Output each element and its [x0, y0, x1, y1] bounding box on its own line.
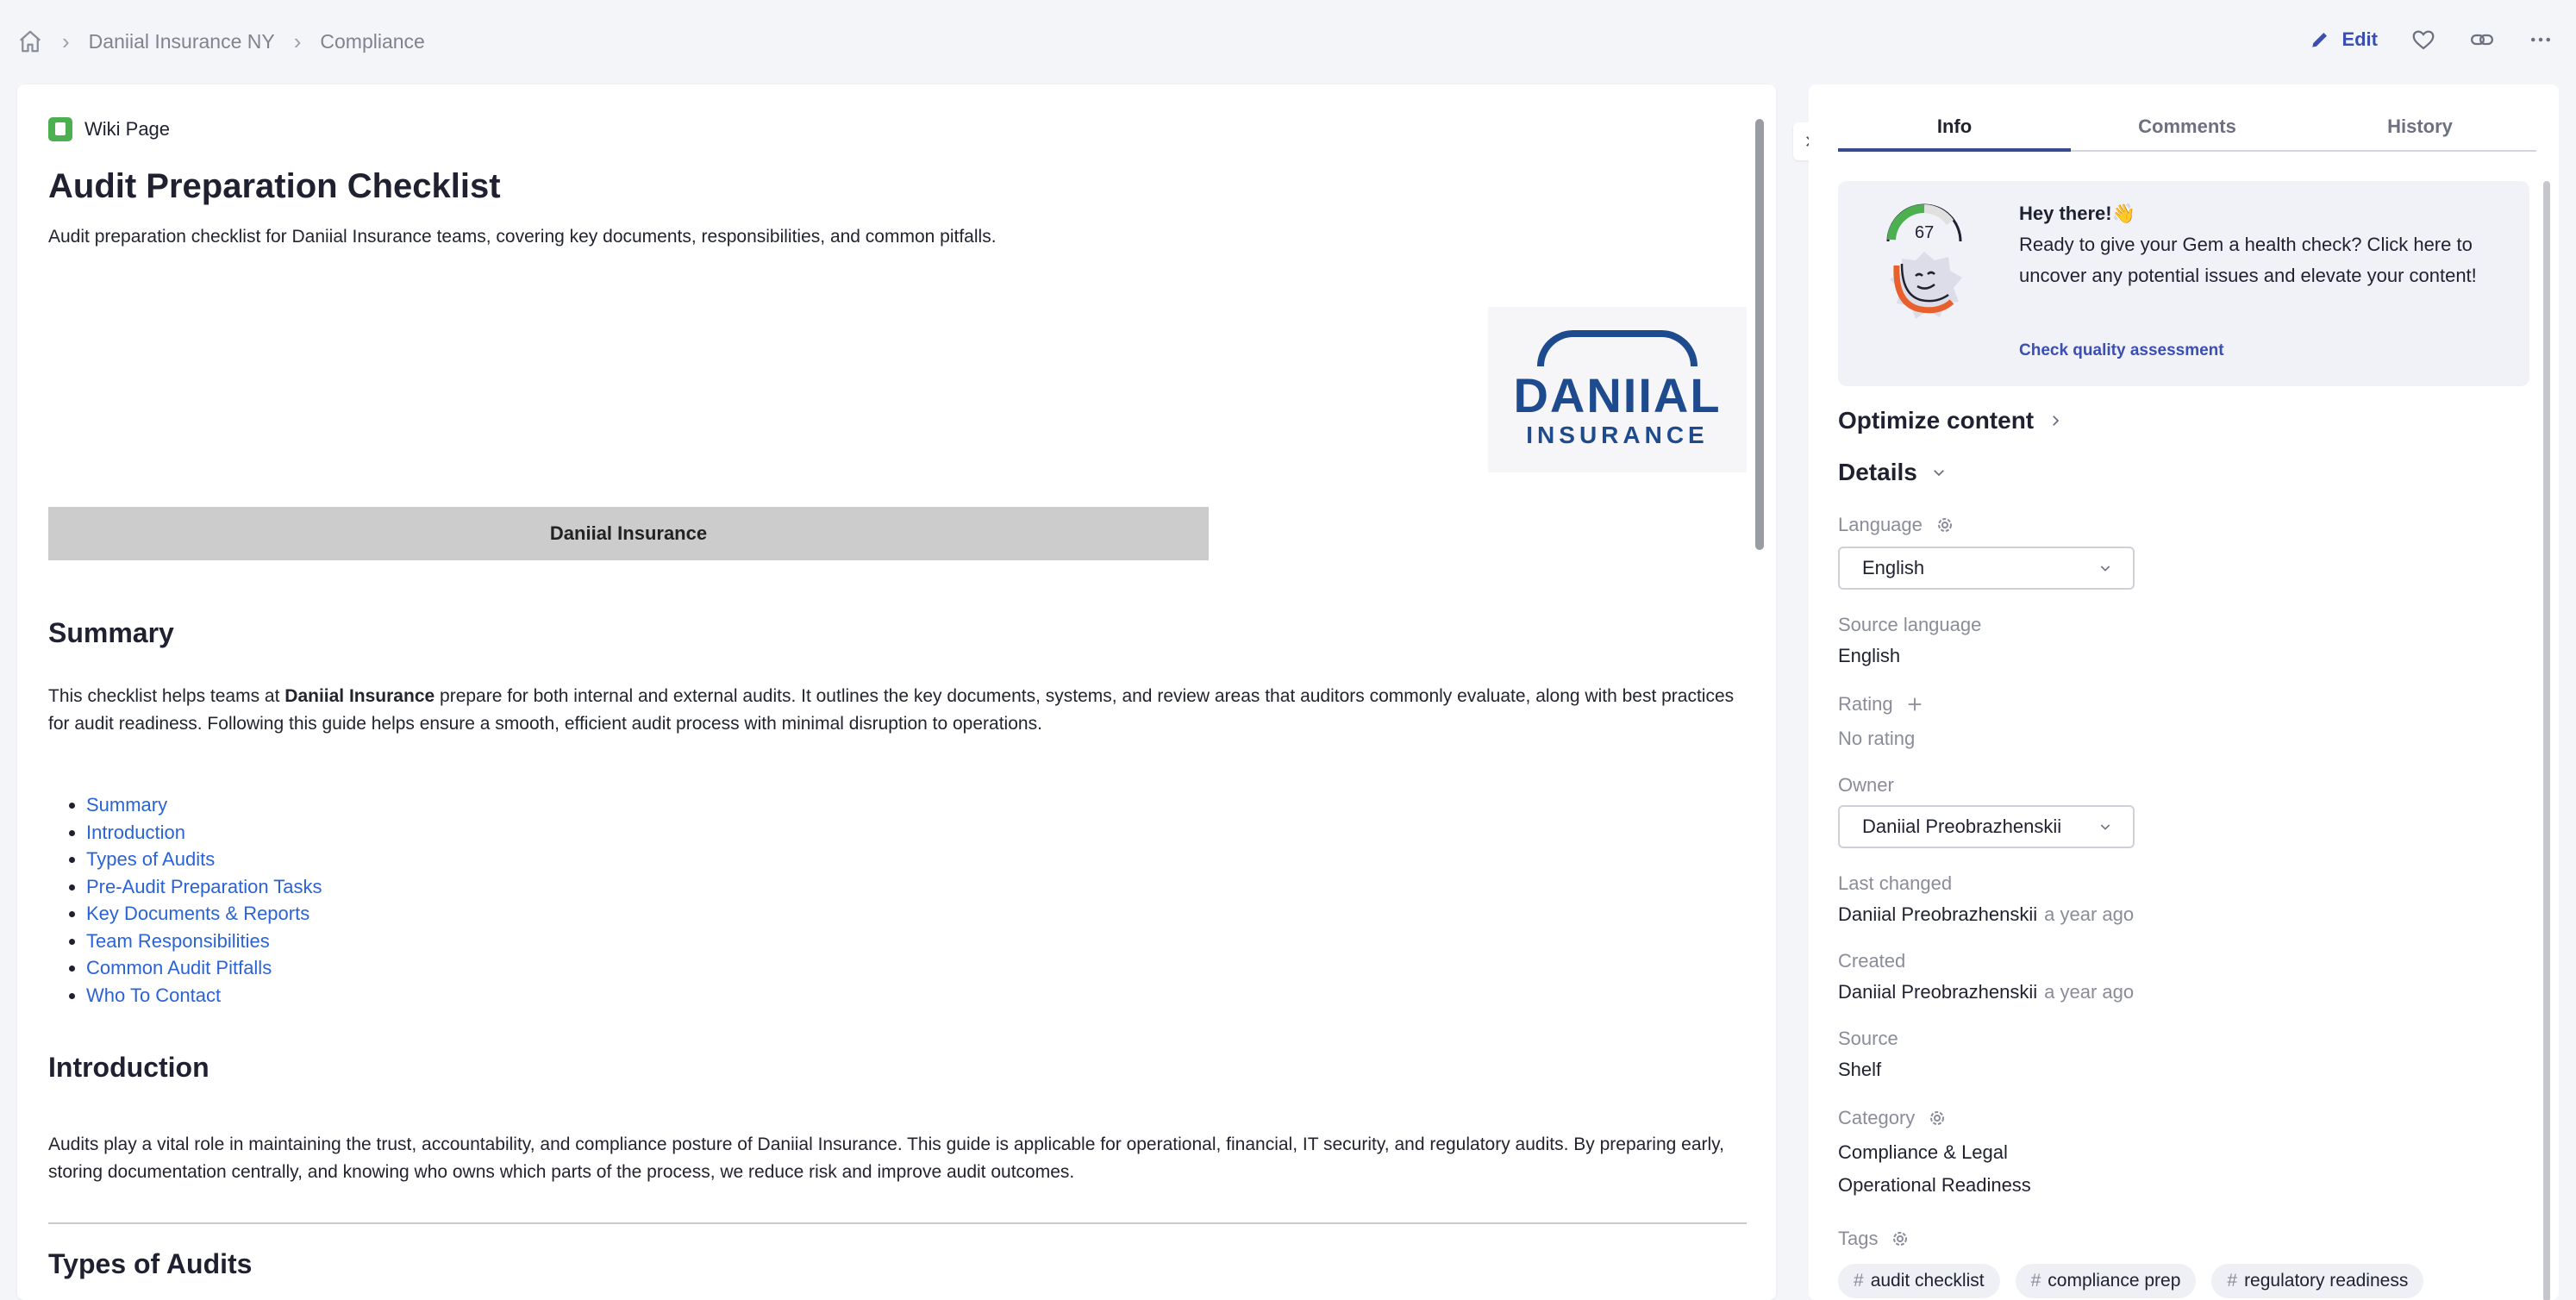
check-quality-link[interactable]: Check quality assessment — [2019, 341, 2224, 359]
page-description: Audit preparation checklist for Daniial Insurance teams, covering key documents, responsibilities, and common pitfalls. — [48, 227, 997, 247]
top-bar — [0, 0, 2576, 81]
tags-label-row — [1838, 1228, 1910, 1250]
side-panel-scrollbar[interactable] — [2543, 181, 2550, 1300]
hash-icon: # — [1854, 1271, 1864, 1291]
optimize-content-label: Optimize content — [1838, 407, 2035, 434]
gem-health-illustration — [1873, 200, 1976, 347]
toc-link-types-of-audits[interactable]: Types of Audits — [86, 848, 216, 870]
wiki-type-label — [48, 117, 1764, 141]
last-changed-time: a year ago — [2044, 903, 2135, 925]
owner-select-value: Daniial Preobrazhenskii — [1862, 816, 2062, 837]
toc-item — [86, 954, 322, 982]
gear-icon[interactable] — [1927, 1108, 1948, 1128]
gear-icon[interactable] — [1890, 1228, 1910, 1249]
summary-heading: Summary — [48, 617, 174, 648]
header-actions — [2309, 21, 2554, 59]
hash-icon: # — [2030, 1271, 2041, 1291]
source-language-value: English — [1838, 645, 1901, 666]
tag-chip[interactable] — [1838, 1264, 2000, 1298]
introduction-heading: Introduction — [48, 1052, 209, 1083]
category-item: Operational Readiness — [1838, 1174, 2031, 1196]
logo-text-sub: INSURANCE — [1526, 422, 1709, 448]
breadcrumb — [17, 24, 425, 59]
link-icon[interactable] — [2469, 27, 2495, 53]
logo-arc — [1537, 330, 1698, 366]
chevron-right-icon — [2048, 413, 2063, 428]
chevron-down-icon — [2098, 561, 2112, 575]
toc-item — [86, 819, 322, 847]
toc-link-who-to-contact[interactable]: Who To Contact — [86, 984, 222, 1006]
types-of-audits-heading: Types of Audits — [48, 1248, 253, 1279]
company-logo — [1488, 307, 1747, 472]
created-user: Daniial Preobrazhenskii — [1838, 981, 2038, 1003]
rating-label-row — [1838, 693, 1924, 716]
toc-link-summary[interactable]: Summary — [86, 794, 168, 816]
edit-label: Edit — [2342, 28, 2378, 50]
source-language-label: Source language — [1838, 614, 1982, 635]
toc-item — [86, 791, 322, 819]
optimize-content-button[interactable] — [1838, 407, 2063, 434]
home-icon[interactable] — [17, 28, 43, 54]
toc-item — [86, 846, 322, 873]
tags-label: Tags — [1838, 1228, 1879, 1249]
tags-list — [1838, 1264, 2423, 1298]
chevron-down-icon — [1931, 465, 1947, 480]
tag-label: regulatory readiness — [2244, 1271, 2409, 1291]
hash-icon: # — [2227, 1271, 2238, 1291]
toc-link-introduction[interactable]: Introduction — [86, 821, 185, 843]
tag-chip[interactable] — [2211, 1264, 2423, 1298]
chevron-right-icon: › — [62, 28, 70, 54]
rating-value: No rating — [1838, 728, 1916, 749]
section-divider — [48, 1222, 1747, 1224]
wiki-page-icon — [48, 117, 72, 141]
plus-icon[interactable] — [1905, 695, 1924, 714]
toc-item — [86, 873, 322, 901]
introduction-paragraph: Audits play a vital role in maintaining the trust, accountability, and compliance posture of Daniial Insurance. This guide is applicable for operational, financial, IT security, and regulatory audits. By preparing early, storing documentation centrally, and knowing who owns which parts of the process, we reduce risk and improve audit outcomes. — [48, 1134, 1724, 1182]
created-label: Created — [1838, 950, 1906, 972]
info-side-panel — [1809, 84, 2559, 1300]
heart-icon[interactable] — [2410, 27, 2436, 53]
tab-comments[interactable]: Comments — [2138, 116, 2236, 137]
side-panel-tabs — [1838, 107, 2536, 152]
article-panel — [17, 84, 1776, 1300]
breadcrumb-item-workspace[interactable]: Daniial Insurance NY — [88, 29, 275, 53]
rating-label: Rating — [1838, 693, 1893, 715]
details-label: Details — [1838, 459, 1917, 485]
gem-greeting: Hey there!👋 — [2019, 203, 2135, 224]
tag-chip[interactable] — [2016, 1264, 2197, 1298]
chevron-down-icon — [2098, 820, 2112, 834]
category-label-row — [1838, 1107, 1948, 1129]
wiki-type-text: Wiki Page — [84, 118, 171, 140]
tab-info[interactable]: Info — [1838, 107, 2071, 152]
gem-health-card[interactable] — [1838, 181, 2529, 386]
summary-text-start: This checklist helps teams at — [48, 686, 285, 706]
gem-message — [2019, 198, 2510, 291]
toc-item — [86, 900, 322, 928]
toc-link-key-documents[interactable]: Key Documents & Reports — [86, 903, 310, 924]
gear-icon[interactable] — [1935, 515, 1955, 535]
source-label: Source — [1838, 1028, 1898, 1049]
breadcrumb-item-folder[interactable]: Compliance — [320, 29, 425, 53]
tab-history[interactable]: History — [2387, 116, 2453, 137]
summary-paragraph — [48, 683, 1751, 738]
category-item: Compliance & Legal — [1838, 1141, 2008, 1163]
more-icon[interactable] — [2528, 27, 2554, 53]
article-content — [48, 117, 1764, 1279]
language-label-row — [1838, 514, 1955, 536]
summary-text-end: prepare for both internal and external audits. It outlines the key documents, systems, and review areas that auditors commonly evaluate, along with best practices for audit readiness. Following this guide helps ensure a smooth, efficient audit process with minimal disruption to operations. — [48, 686, 1735, 734]
owner-label: Owner — [1838, 774, 1894, 796]
language-select[interactable] — [1838, 547, 2135, 590]
created-time: a year ago — [2044, 981, 2135, 1003]
edit-button[interactable] — [2309, 28, 2378, 51]
source-value: Shelf — [1838, 1059, 1882, 1080]
toc-item — [86, 982, 322, 1009]
gem-score-text: 67 — [1915, 223, 1935, 242]
created-value — [1838, 981, 2134, 1003]
pencil-icon — [2309, 28, 2331, 51]
logo-text-main: DANIIAL — [1513, 368, 1722, 422]
category-label: Category — [1838, 1107, 1916, 1128]
toc-link-pre-audit-tasks[interactable]: Pre-Audit Preparation Tasks — [86, 875, 322, 897]
last-changed-user: Daniial Preobrazhenskii — [1838, 903, 2038, 925]
summary-text-bold: Daniial Insurance — [284, 686, 435, 706]
owner-select[interactable] — [1838, 805, 2135, 848]
details-toggle[interactable] — [1838, 459, 1947, 486]
last-changed-label: Last changed — [1838, 872, 1953, 894]
toc-link-team-responsibilities[interactable]: Team Responsibilities — [86, 929, 270, 952]
toc-link-common-pitfalls[interactable]: Common Audit Pitfalls — [86, 957, 272, 978]
company-banner: Daniial Insurance — [48, 507, 1209, 560]
last-changed-value — [1838, 903, 2134, 926]
table-of-contents — [48, 791, 322, 1009]
chevron-right-icon: › — [293, 28, 302, 54]
language-select-value: English — [1862, 557, 1925, 578]
tag-label: audit checklist — [1870, 1271, 1985, 1291]
language-label: Language — [1838, 514, 1923, 535]
gem-message-text: Ready to give your Gem a health check? Click here to uncover any potential issues and elevate your content! — [2019, 234, 2477, 286]
toc-item — [86, 928, 322, 955]
page-title: Audit Preparation Checklist — [48, 167, 501, 205]
tag-label: compliance prep — [2048, 1271, 2181, 1291]
